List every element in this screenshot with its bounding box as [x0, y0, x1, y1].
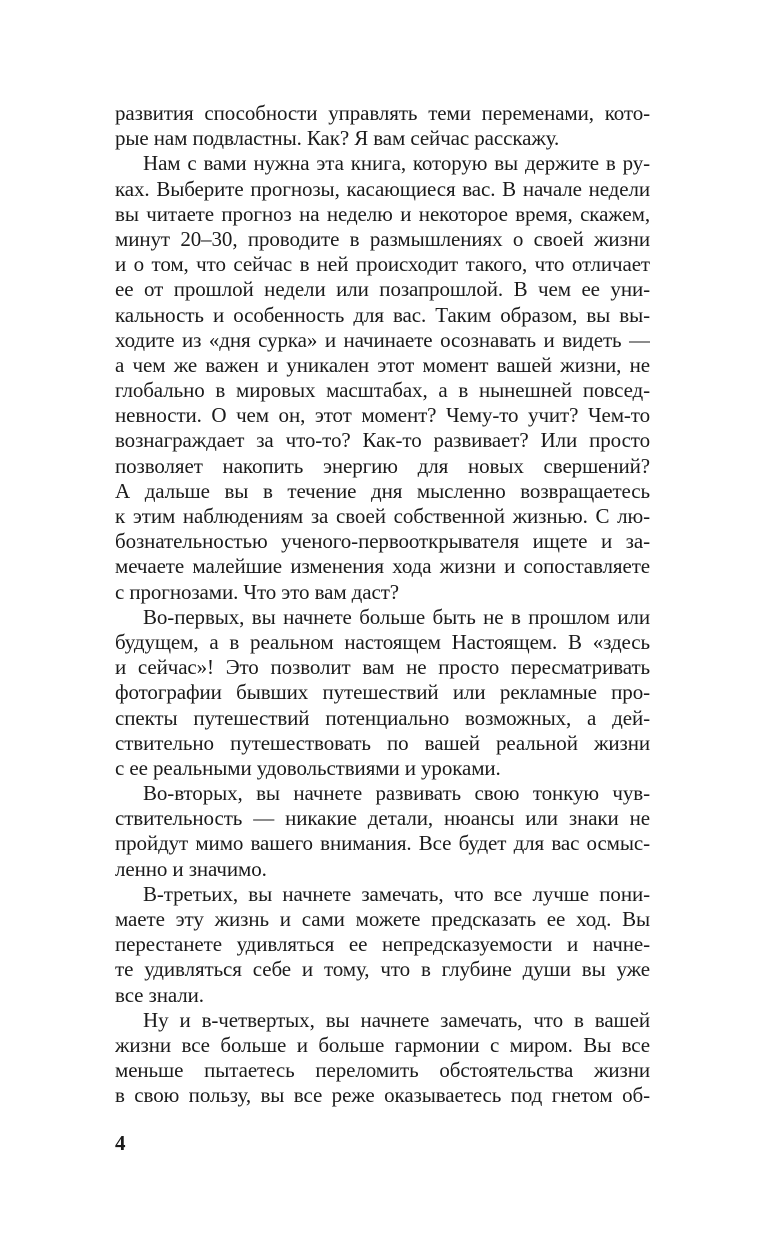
text-line: кальность и особенность для вас. Таким образом, вы вы-	[115, 302, 650, 327]
text-line: А дальше вы в течение дня мысленно возвращаетесь	[115, 478, 650, 503]
text-line: Во-вторых, вы начнете развивать свою тонкую чув-	[143, 781, 650, 806]
text-line: все знали.	[115, 982, 204, 1007]
text-line: будущем, а в реальном настоящем Настоящем. В «здесь	[115, 629, 650, 654]
text-line: рые нам подвластны. Как? Я вам сейчас расскажу.	[115, 126, 560, 151]
text-line: мечаете малейшие изменения хода жизни и сопоставляете	[115, 554, 650, 579]
text-line: Нам с вами нужна эта книга, которую вы держите в ру-	[143, 151, 650, 176]
text-line: глобально в мировых масштабах, а в нынешней повсед-	[115, 378, 650, 403]
text-line: а чем же важен и уникален этот момент вашей жизни, не	[115, 352, 650, 377]
text-line: Ну и в-четвертых, вы начнете замечать, что в вашей	[143, 1007, 650, 1032]
text-line: меньше пытаетесь переломить обстоятельства жизни	[115, 1058, 650, 1083]
text-line: ствительно путешествовать по вашей реальной жизни	[115, 730, 650, 755]
text-line: минут 20–30, проводите в размышлениях о своей жизни	[115, 226, 650, 251]
page-number: 4	[115, 1130, 126, 1155]
text-line: фотографии бывших путешествий или рекламные про-	[115, 680, 650, 705]
text-block	[115, 101, 650, 1109]
text-line: спекты путешествий потенциально возможных, а дей-	[115, 705, 650, 730]
text-line: ее от прошлой недели или позапрошлой. В чем ее уни-	[115, 277, 650, 302]
text-line: вознаграждает за что-то? Как-то развивает? Или просто	[115, 428, 650, 453]
text-line: с ее реальными удовольствиями и уроками.	[115, 755, 501, 780]
text-line: позволяет накопить энергию для новых свершений?	[115, 453, 650, 478]
text-line: ках. Выберите прогнозы, касающиеся вас. В начале недели	[115, 176, 650, 201]
text-line: ствительность — никакие детали, нюансы или знаки не	[115, 806, 650, 831]
text-line: к этим наблюдениям за своей собственной жизнью. С лю-	[115, 504, 650, 528]
text-line: и сейчас»! Это позволит вам не просто пересматривать	[115, 655, 650, 680]
text-line: маете эту жизнь и сами можете предсказать ее ход. Вы	[115, 907, 650, 931]
text-line: бознательностью ученого-первооткрывателя ищете и за-	[115, 529, 650, 554]
text-line: с прогнозами. Что это вам даст?	[115, 579, 399, 604]
text-line: невности. О чем он, этот момент? Чему-то учит? Чем-то	[115, 403, 650, 428]
text-line: В-третьих, вы начнете замечать, что все лучше пони-	[143, 881, 650, 906]
text-line: ходите из «дня сурка» и начинаете осознавать и видеть —	[115, 327, 650, 352]
text-line: ленно и значимо.	[115, 856, 267, 881]
book-page	[115, 101, 650, 1156]
text-line: в свою пользу, вы все реже оказываетесь под гнетом об-	[115, 1083, 650, 1108]
text-line: Во-первых, вы начнете больше быть не в прошлом или	[143, 604, 650, 629]
text-line: пройдут мимо вашего внимания. Все будет для вас осмыс-	[115, 831, 650, 856]
text-line: те удивляться себе и тому, что в глубине души вы уже	[115, 957, 650, 982]
text-line: перестанете удивляться ее непредсказуемости и начне-	[115, 932, 650, 957]
text-line: вы читаете прогноз на неделю и некоторое время, скажем,	[115, 201, 650, 226]
text-line: развития способности управлять теми переменами, кото-	[115, 101, 650, 125]
text-line: жизни все больше и больше гармонии с миром. Вы все	[115, 1032, 650, 1057]
text-line: и о том, что сейчас в ней происходит такого, что отличает	[115, 252, 650, 277]
